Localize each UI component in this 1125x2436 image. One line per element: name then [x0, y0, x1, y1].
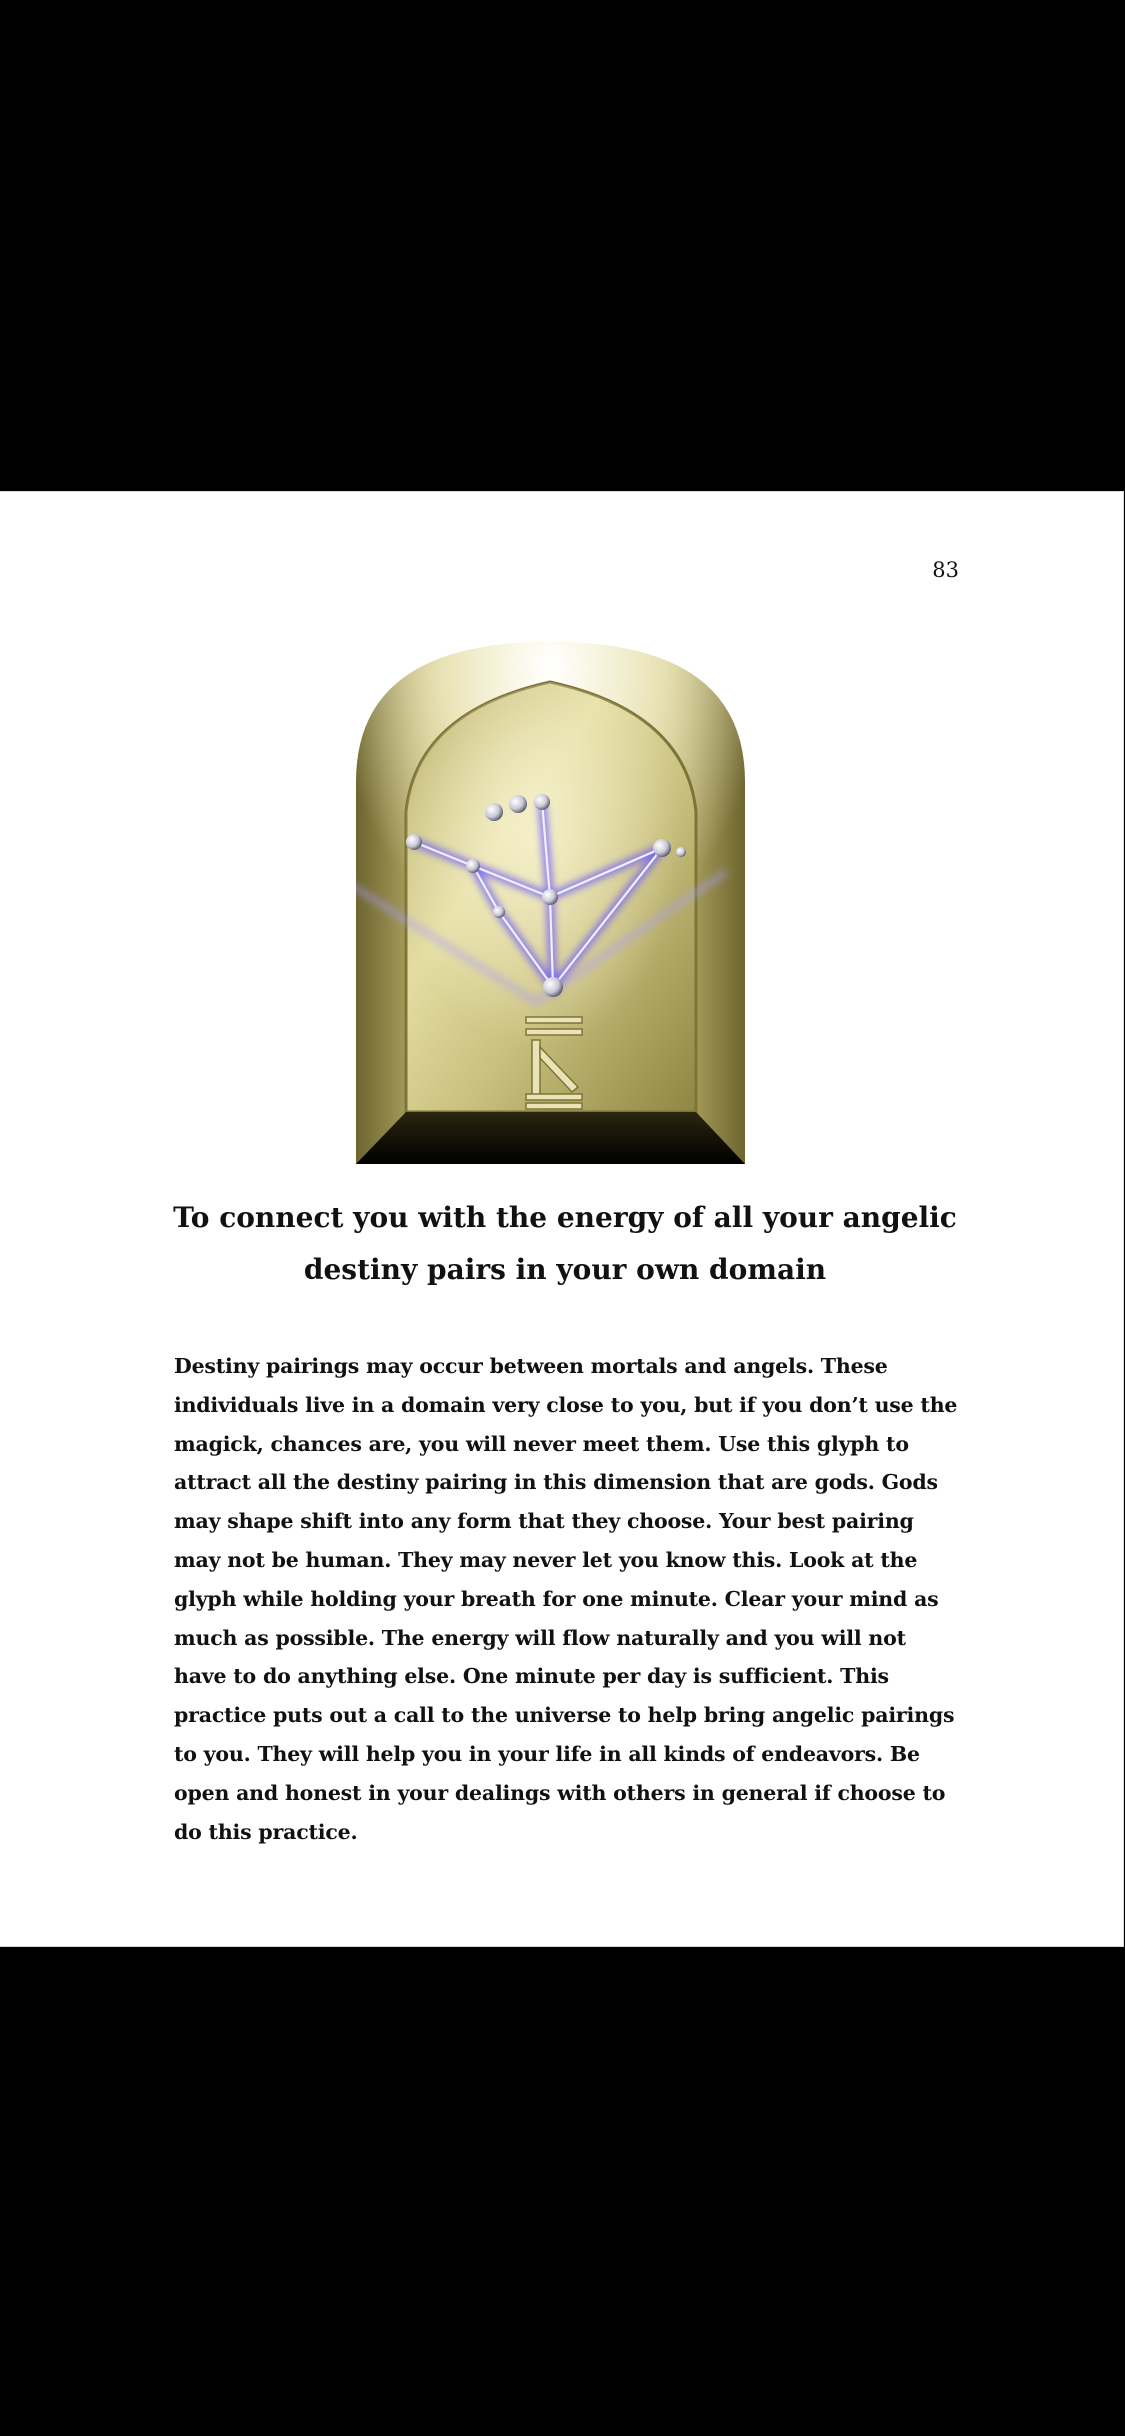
glyph-arch-icon: [356, 642, 745, 1164]
document-page: [0, 491, 1124, 1947]
page-number: 83: [932, 558, 959, 582]
body-paragraph: Destiny pairings may occur between mortals and angels. These individuals live in a domain very close to you, but if you don’t use the magick, chances are, you will never meet them. Use this glyph to attract all the destiny pairing in this dimension that are gods. Gods may shape shift into any form that they choose. Your best pairing may not be human. They may never let you know this. Look at the glyph while holding your breath for one minute. Clear your mind as much as possible. The energy will flow naturally and you will not have to do anything else. One minute per day is sufficient. This practice puts out a call to the universe to help bring angelic pairings to you. They will help you in your life in all kinds of endeavors. Be open and honest in your dealings with others in general if choose to do this practice.: [174, 1354, 958, 1844]
page-heading: To connect you with the energy of all your angelic destiny pairs in your own domain: [173, 1201, 957, 1286]
glyph-illustration: [356, 642, 745, 1164]
